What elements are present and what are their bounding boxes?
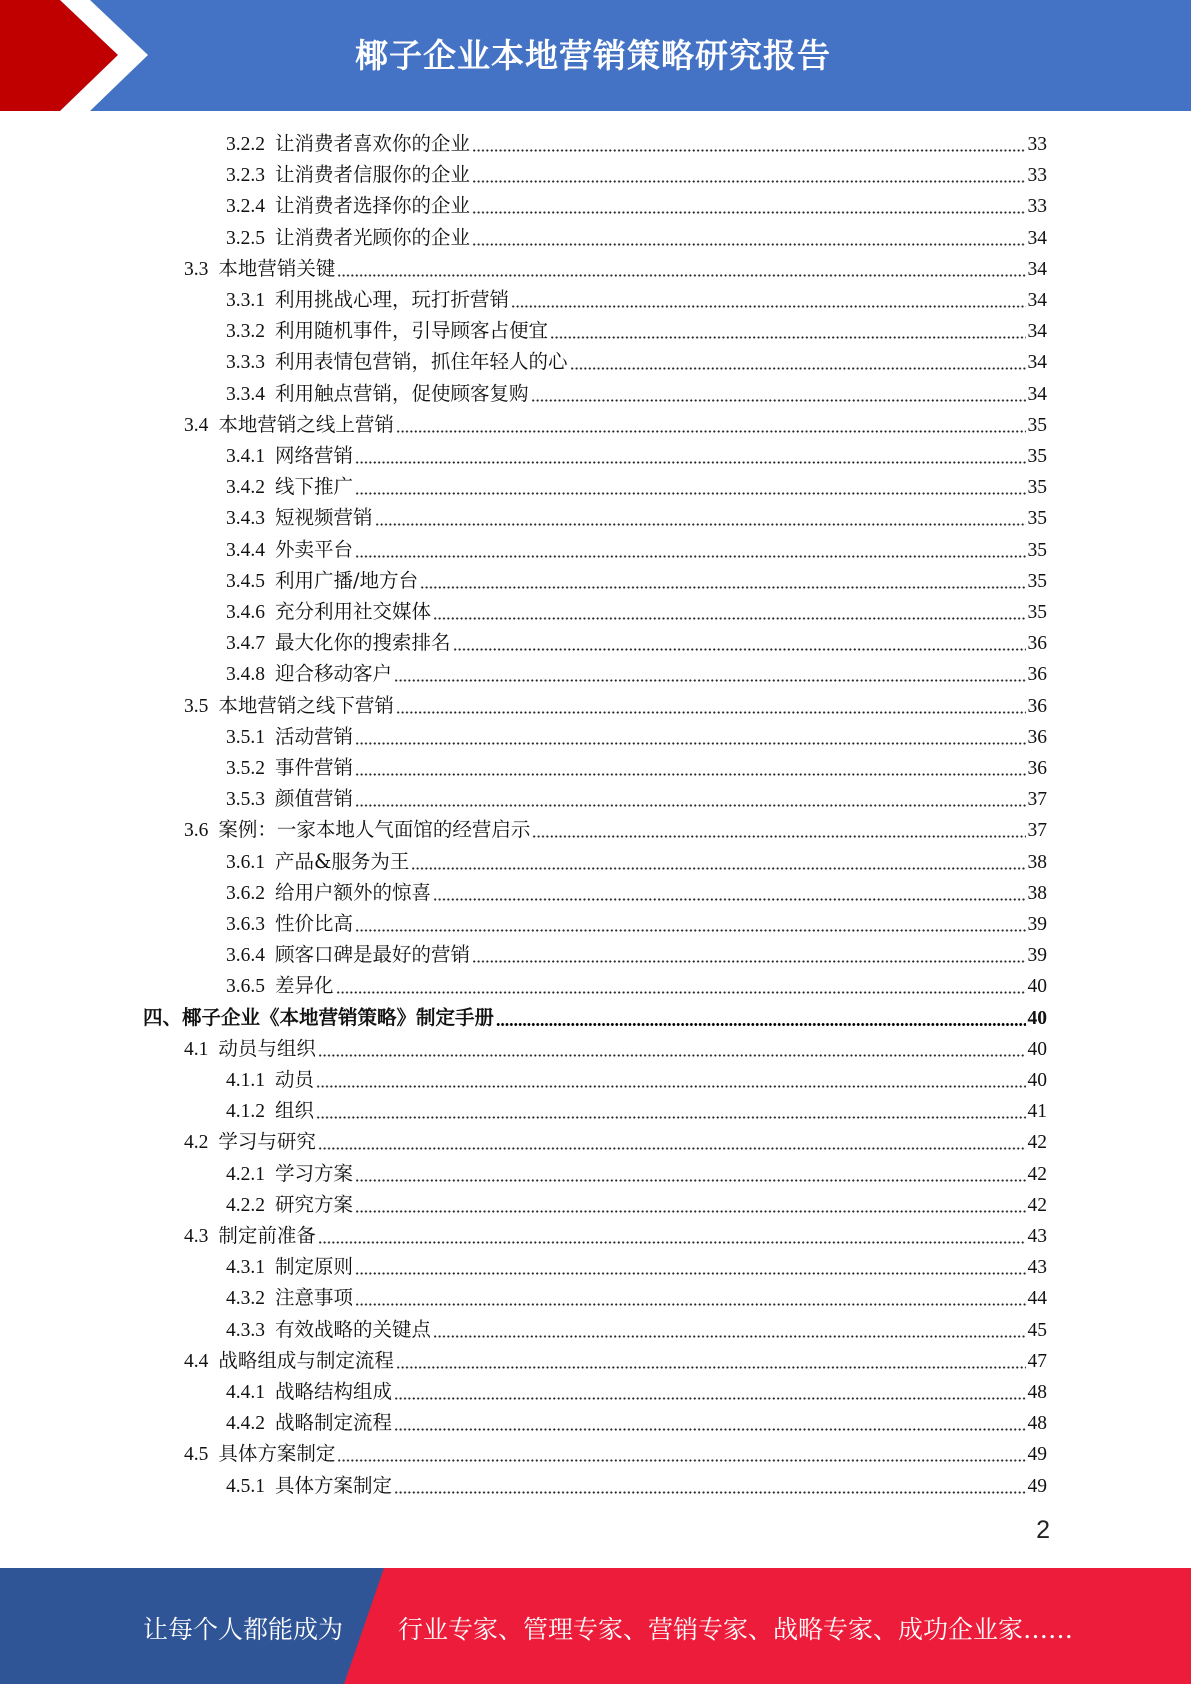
toc-entry-number: 3.5.2 xyxy=(226,758,265,779)
toc-entry[interactable] xyxy=(226,970,1047,1001)
toc-entry-title: 充分利用社交媒体 xyxy=(275,600,432,623)
toc-entry-number: 3.2.5 xyxy=(226,227,265,249)
toc-entry[interactable] xyxy=(184,690,1047,721)
toc-entry[interactable] xyxy=(226,658,1047,689)
toc-entry-number: 3.3.2 xyxy=(226,321,265,343)
toc-dot-leader xyxy=(355,804,1025,807)
toc-entry-title: 具体方案制定 xyxy=(218,1442,336,1466)
toc-entry-title: 组织 xyxy=(275,1099,315,1123)
page-number: 2 xyxy=(1036,1516,1050,1544)
toc-entry-number: 3.6 xyxy=(184,820,209,842)
toc-entry-number: 4.5 xyxy=(184,1444,209,1466)
toc-entry[interactable] xyxy=(226,1095,1047,1126)
toc-entry-page: 36 xyxy=(1027,633,1047,655)
toc-entry-page: 34 xyxy=(1027,290,1047,311)
toc-entry-page: 48 xyxy=(1027,1413,1047,1435)
toc-entry[interactable] xyxy=(226,627,1047,658)
toc-entry[interactable] xyxy=(143,1002,1047,1033)
toc-entry-page: 33 xyxy=(1027,165,1047,187)
toc-entry[interactable] xyxy=(226,222,1047,253)
toc-entry[interactable] xyxy=(226,565,1047,596)
toc-entry[interactable] xyxy=(226,440,1047,471)
toc-entry-number: 4.2.2 xyxy=(226,1194,265,1216)
toc-dot-leader xyxy=(411,867,1025,870)
toc-entry-number: 3.2.4 xyxy=(226,196,265,218)
toc-entry-title: 动员 xyxy=(275,1068,315,1091)
toc-entry-page: 34 xyxy=(1027,258,1047,280)
toc-dot-leader xyxy=(337,1459,1025,1462)
toc-entry[interactable] xyxy=(226,159,1047,190)
toc-entry-page: 42 xyxy=(1027,1163,1047,1185)
toc-entry[interactable] xyxy=(226,1282,1047,1313)
toc-entry-number: 4.4 xyxy=(184,1350,209,1372)
toc-entry-title: 利用表情包营销，抓住年轻人的心 xyxy=(275,350,568,374)
toc-dot-leader xyxy=(472,960,1025,963)
toc-entry-page: 35 xyxy=(1027,414,1047,436)
toc-entry-number: 3.4.1 xyxy=(226,446,265,467)
toc-entry-title: 迎合移动客户 xyxy=(275,662,393,686)
toc-dot-leader xyxy=(433,898,1025,901)
toc-dot-leader xyxy=(355,555,1025,558)
toc-dot-leader xyxy=(396,711,1026,714)
toc-entry-page: 35 xyxy=(1027,477,1047,499)
toc-entry-page: 38 xyxy=(1027,882,1047,904)
toc-entry[interactable] xyxy=(226,502,1047,533)
toc-dot-leader xyxy=(433,1335,1025,1338)
toc-entry-page: 40 xyxy=(1027,1038,1047,1060)
toc-entry-title: 活动营销 xyxy=(275,724,354,748)
toc-entry-title: 战略组成与制定流程 xyxy=(218,1348,394,1372)
toc-entry-number: 3.4 xyxy=(184,414,209,436)
toc-entry-number: 4.3 xyxy=(184,1226,209,1247)
toc-entry-title: 战略制定流程 xyxy=(275,1411,393,1435)
toc-entry-page: 33 xyxy=(1027,196,1047,218)
page-header xyxy=(0,0,1191,111)
toc-dot-leader xyxy=(472,149,1025,152)
toc-entry-title: 制定前准备 xyxy=(218,1224,316,1247)
toc-dot-leader xyxy=(318,1241,1026,1244)
toc-entry-title: 动员与组织 xyxy=(218,1036,316,1060)
toc-entry-page: 40 xyxy=(1027,1007,1047,1029)
toc-entry[interactable] xyxy=(226,190,1047,221)
toc-entry-title: 事件营销 xyxy=(275,756,354,779)
toc-dot-leader xyxy=(394,1397,1025,1400)
toc-dot-leader xyxy=(355,1303,1025,1306)
toc-entry-number: 3.4.8 xyxy=(226,664,265,686)
toc-entry-page: 35 xyxy=(1027,570,1047,592)
toc-entry-number: 3.2.3 xyxy=(226,165,265,187)
toc-entry-number: 3.6.3 xyxy=(226,914,265,935)
toc-entry-title: 让消费者信服你的企业 xyxy=(275,163,471,187)
toc-dot-leader xyxy=(337,274,1025,277)
toc-entry-title: 短视频营销 xyxy=(275,506,373,530)
toc-entry[interactable] xyxy=(226,1189,1047,1220)
toc-entry-page: 37 xyxy=(1027,789,1047,811)
toc-entry-page: 42 xyxy=(1027,1132,1047,1154)
toc-entry-title: 让消费者选择你的企业 xyxy=(275,194,471,218)
toc-entry[interactable] xyxy=(226,471,1047,502)
toc-entry-title: 案例：一家本地人气面馆的经营启示 xyxy=(218,818,531,842)
toc-entry-number: 4.5.1 xyxy=(226,1475,265,1497)
toc-entry[interactable] xyxy=(226,378,1047,409)
toc-dot-leader xyxy=(355,492,1025,495)
toc-entry-page: 43 xyxy=(1027,1257,1047,1279)
toc-entry-number: 4.2.1 xyxy=(226,1163,265,1185)
toc-dot-leader xyxy=(394,1491,1025,1494)
toc-entry-page: 34 xyxy=(1027,383,1047,405)
toc-entry-number: 4.1.2 xyxy=(226,1101,265,1123)
toc-entry-title: 学习与研究 xyxy=(218,1130,316,1154)
toc-entry-number: 4.4.2 xyxy=(226,1413,265,1435)
toc-entry-number: 3.4.7 xyxy=(226,633,265,655)
toc-dot-leader xyxy=(511,305,1025,308)
toc-entry-title: 差异化 xyxy=(275,974,334,998)
toc-entry[interactable] xyxy=(226,939,1047,970)
toc-dot-leader xyxy=(336,991,1026,994)
toc-entry-number: 3.4.4 xyxy=(226,539,265,561)
toc-entry[interactable] xyxy=(226,346,1047,377)
toc-entry[interactable] xyxy=(226,1158,1047,1189)
toc-entry-page: 36 xyxy=(1027,758,1047,779)
toc-entry-page: 48 xyxy=(1027,1382,1047,1403)
toc-entry-title: 四、椰子企业《本地营销策略》制定手册 xyxy=(143,1005,495,1029)
toc-entry-number: 3.4.3 xyxy=(226,508,265,530)
toc-entry-title: 性价比高 xyxy=(275,912,354,935)
toc-dot-leader xyxy=(318,1054,1026,1057)
toc-dot-leader xyxy=(531,399,1026,402)
toc-entry[interactable] xyxy=(226,908,1047,939)
toc-dot-leader xyxy=(396,1366,1026,1369)
toc-entry-title: 注意事项 xyxy=(275,1286,354,1310)
toc-entry-page: 45 xyxy=(1027,1319,1047,1341)
toc-entry-title: 让消费者光顾你的企业 xyxy=(275,225,471,249)
toc-entry[interactable] xyxy=(226,877,1047,908)
toc-entry[interactable] xyxy=(226,1314,1047,1345)
toc-dot-leader xyxy=(532,835,1025,838)
toc-entry-page: 36 xyxy=(1027,695,1047,717)
toc-entry-title: 让消费者喜欢你的企业 xyxy=(275,132,471,155)
toc-entry-page: 35 xyxy=(1027,508,1047,530)
page-footer xyxy=(0,1568,1191,1684)
toc-dot-leader xyxy=(396,430,1026,433)
toc-entry-title: 战略结构组成 xyxy=(275,1380,393,1403)
toc-entry-title: 利用随机事件，引导顾客占便宜 xyxy=(275,319,549,343)
toc-dot-leader xyxy=(550,336,1025,339)
toc-entry-page: 39 xyxy=(1027,945,1047,967)
toc-entry-number: 3.5.1 xyxy=(226,726,265,748)
toc-entry[interactable] xyxy=(226,596,1047,627)
toc-entry-number: 4.1.1 xyxy=(226,1070,265,1091)
toc-entry-number: 3.6.1 xyxy=(226,851,265,873)
toc-entry-page: 34 xyxy=(1027,352,1047,374)
toc-entry-title: 网络营销 xyxy=(275,444,354,467)
toc-dot-leader xyxy=(496,1023,1025,1026)
toc-entry-page: 36 xyxy=(1027,726,1047,748)
toc-entry-title: 本地营销关键 xyxy=(218,256,336,280)
toc-entry-page: 40 xyxy=(1027,976,1047,998)
toc-entry[interactable] xyxy=(226,1376,1047,1407)
toc-entry-page: 41 xyxy=(1027,1101,1047,1123)
toc-entry[interactable] xyxy=(184,1033,1047,1064)
toc-entry[interactable] xyxy=(226,128,1047,159)
toc-dot-leader xyxy=(355,461,1025,464)
toc-entry-number: 3.3 xyxy=(184,258,209,280)
toc-entry-number: 3.6.2 xyxy=(226,882,265,904)
toc-entry-title: 利用触点营销，促使顾客复购 xyxy=(275,381,529,405)
toc-entry-title: 产品&服务为王 xyxy=(275,849,410,873)
toc-dot-leader xyxy=(375,523,1026,526)
toc-entry-page: 35 xyxy=(1027,602,1047,623)
report-title xyxy=(0,0,1191,111)
toc-entry-page: 40 xyxy=(1027,1070,1047,1091)
toc-entry-page: 49 xyxy=(1027,1475,1047,1497)
toc-entry[interactable] xyxy=(226,1470,1047,1501)
toc-entry-number: 3.6.4 xyxy=(226,945,265,967)
toc-entry-number: 4.4.1 xyxy=(226,1382,265,1403)
toc-entry-number: 3.3.3 xyxy=(226,352,265,374)
toc-dot-leader xyxy=(316,1085,1025,1088)
toc-entry-title: 颜值营销 xyxy=(275,787,354,811)
toc-entry[interactable] xyxy=(226,1407,1047,1438)
toc-dot-leader xyxy=(453,648,1026,651)
toc-entry-number: 3.3.1 xyxy=(226,290,265,311)
toc-entry-title: 本地营销之线上营销 xyxy=(218,412,394,436)
toc-entry[interactable] xyxy=(184,1220,1047,1251)
toc-entry[interactable] xyxy=(226,1251,1047,1282)
toc-entry-page: 39 xyxy=(1027,914,1047,935)
toc-dot-leader xyxy=(355,1210,1025,1213)
toc-entry-page: 47 xyxy=(1027,1350,1047,1372)
toc-entry-page: 44 xyxy=(1027,1288,1047,1310)
toc-dot-leader xyxy=(433,617,1025,620)
toc-entry-number: 3.3.4 xyxy=(226,383,265,405)
toc-entry-title: 给用户额外的惊喜 xyxy=(275,880,432,904)
toc-dot-leader xyxy=(318,1147,1026,1150)
toc-entry[interactable] xyxy=(226,1064,1047,1095)
toc-entry-page: 34 xyxy=(1027,321,1047,343)
toc-entry[interactable] xyxy=(226,752,1047,783)
toc-entry-title: 具体方案制定 xyxy=(275,1473,393,1497)
toc-entry[interactable] xyxy=(226,315,1047,346)
toc-entry-number: 4.2 xyxy=(184,1132,209,1154)
toc-entry[interactable] xyxy=(184,253,1047,284)
toc-dot-leader xyxy=(394,1428,1025,1431)
toc-entry-title: 最大化你的搜索排名 xyxy=(275,631,451,655)
toc-entry-title: 制定原则 xyxy=(275,1255,354,1279)
toc-entry-title: 利用挑战心理，玩打折营销 xyxy=(275,288,510,311)
footer-slogan-left: 让每个人都能成为 xyxy=(143,1615,344,1644)
toc-dot-leader xyxy=(472,243,1025,246)
toc-dot-leader xyxy=(316,1116,1025,1119)
toc-entry-page: 34 xyxy=(1027,227,1047,249)
toc-entry-number: 4.3.3 xyxy=(226,1319,265,1341)
toc-dot-leader xyxy=(355,773,1025,776)
toc-entry[interactable] xyxy=(184,1345,1047,1376)
toc-dot-leader xyxy=(420,586,1025,589)
toc-entry[interactable] xyxy=(184,1126,1047,1157)
toc-entry[interactable] xyxy=(226,721,1047,752)
toc-dot-leader xyxy=(570,367,1026,370)
toc-dot-leader xyxy=(472,211,1025,214)
toc-entry[interactable] xyxy=(184,1438,1047,1469)
toc-entry-page: 38 xyxy=(1027,851,1047,873)
toc-entry-title: 线下推广 xyxy=(275,475,354,499)
toc-entry-page: 35 xyxy=(1027,446,1047,467)
toc-entry-page: 35 xyxy=(1027,539,1047,561)
toc-entry-page: 36 xyxy=(1027,664,1047,686)
toc-entry-title: 有效战略的关键点 xyxy=(275,1317,432,1341)
toc-entry-title: 顾客口碑是最好的营销 xyxy=(275,943,471,967)
toc-entry-number: 4.3.1 xyxy=(226,1257,265,1279)
footer-slogan-right: 行业专家、管理专家、营销专家、战略专家、成功企业家…… xyxy=(398,1615,1074,1644)
toc-entry[interactable] xyxy=(184,409,1047,440)
toc-entry-title: 学习方案 xyxy=(275,1161,354,1185)
toc-entry-page: 42 xyxy=(1027,1194,1047,1216)
toc-entry-title: 外卖平台 xyxy=(275,537,354,561)
toc-entry-title: 研究方案 xyxy=(275,1192,354,1216)
toc-dot-leader xyxy=(355,742,1025,745)
report-title-text: 椰子企业本地营销策略研究报告 xyxy=(355,36,831,75)
toc-entry-number: 3.6.5 xyxy=(226,976,265,998)
toc-entry-number: 4.1 xyxy=(184,1038,209,1060)
toc-entry-number: 4.3.2 xyxy=(226,1288,265,1310)
toc-entry[interactable] xyxy=(226,783,1047,814)
toc-dot-leader xyxy=(472,180,1025,183)
toc-dot-leader xyxy=(394,679,1025,682)
toc-entry-page: 33 xyxy=(1027,134,1047,155)
toc-entry-number: 3.5 xyxy=(184,695,209,717)
toc-entry-number: 3.4.6 xyxy=(226,602,265,623)
toc-entry-page: 37 xyxy=(1027,820,1047,842)
toc-entry-page: 43 xyxy=(1027,1226,1047,1247)
toc-entry[interactable] xyxy=(226,534,1047,565)
toc-entry-page: 49 xyxy=(1027,1444,1047,1466)
toc-entry[interactable] xyxy=(226,284,1047,315)
toc-dot-leader xyxy=(355,1179,1025,1182)
toc-entry-title: 本地营销之线下营销 xyxy=(218,693,394,717)
toc-entry-title: 利用广播/地方台 xyxy=(275,568,419,592)
toc-entry[interactable] xyxy=(184,814,1047,845)
toc-entry-number: 3.4.5 xyxy=(226,570,265,592)
toc-dot-leader xyxy=(355,929,1025,932)
toc-entry[interactable] xyxy=(226,846,1047,877)
toc-entry-number: 3.4.2 xyxy=(226,477,265,499)
toc-entry-number: 3.5.3 xyxy=(226,789,265,811)
toc-entry-number: 3.2.2 xyxy=(226,134,265,155)
toc-dot-leader xyxy=(355,1272,1025,1275)
